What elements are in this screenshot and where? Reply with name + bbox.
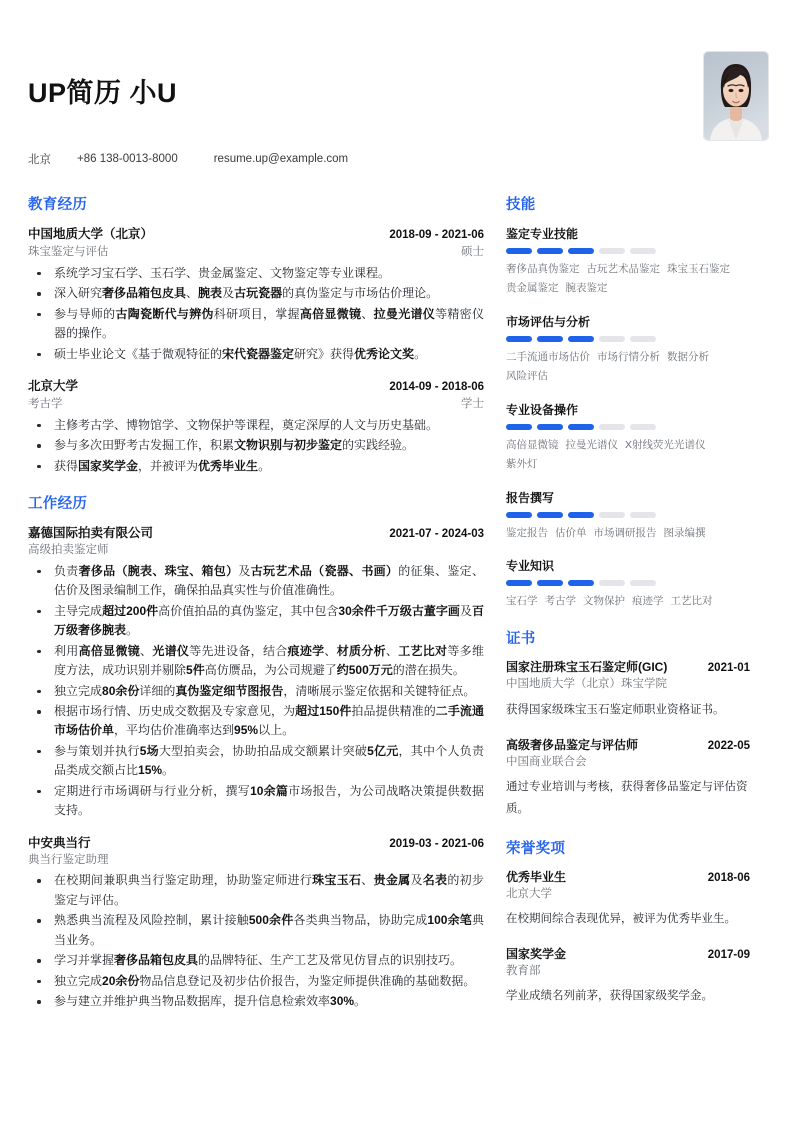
honor-entry-date: 2018-06 <box>707 871 750 884</box>
bullet-item: 主导完成超过200件高价值拍品的真伪鉴定，其中包含30余件千万级古董字画及百万级奢侈腕表。 <box>28 602 484 641</box>
certificate-entry-issuer: 中国地质大学（北京）珠宝学院 <box>506 678 667 691</box>
skill-tag: 估价单 <box>555 526 587 539</box>
bullet-list <box>28 871 484 1011</box>
skills-list <box>506 225 750 611</box>
honor-entry-description: 学业成绩名列前茅，获得国家级奖学金。 <box>506 990 713 1003</box>
work-company: 嘉德国际拍卖有限公司 <box>28 526 154 541</box>
skill-level-meter <box>506 248 750 254</box>
section-title-certificates: 证书 <box>506 631 536 648</box>
work-entry <box>28 834 484 1012</box>
skill-pill-filled <box>568 512 594 518</box>
skill-pill-filled <box>506 424 532 430</box>
bullet-item: 深入研究奢侈品箱包皮具、腕表及古玩瓷器的真伪鉴定与市场估价理论。 <box>28 284 484 303</box>
skill-name: 专业设备操作 <box>506 402 579 417</box>
honor-entry-date: 2017-09 <box>707 948 750 961</box>
skill-tags <box>506 348 750 387</box>
section-honors <box>506 837 750 1008</box>
skill-item <box>506 401 750 475</box>
skill-tag: 数据分析 <box>667 350 709 363</box>
contact-email[interactable]: resume.up@example.com <box>213 153 349 166</box>
honor-entry-name: 优秀毕业生 <box>506 869 567 884</box>
entry-row <box>28 524 484 542</box>
honors-list <box>506 869 750 1008</box>
skill-tag: 拉曼光谱仪 <box>565 438 618 451</box>
card-row <box>506 869 750 886</box>
work-date: 2021-07 - 2024-03 <box>389 528 484 541</box>
main-column <box>28 193 506 1027</box>
skill-tag: X射线荧光光谱仪 <box>625 438 706 451</box>
education-date: 2014-09 - 2018-06 <box>389 381 484 394</box>
skill-tag: 宝石学 <box>506 595 538 607</box>
skill-pill-filled <box>537 424 563 430</box>
education-entry <box>28 225 484 364</box>
skill-name: 专业知识 <box>506 559 555 573</box>
section-work <box>28 492 484 1011</box>
skill-tag: 风险评估 <box>506 370 548 383</box>
bullet-item: 根据市场行情、历史成交数据及专家意见，为超过150件拍品提供精准的二手流通市场估价单，平均估价准确率达到95%以上。 <box>28 702 484 741</box>
bullet-item: 独立完成20余份物品信息登记及初步估价报告，为鉴定师提供准确的基础数据。 <box>28 972 484 991</box>
certificate-entry-description: 获得国家级珠宝玉石鉴定师职业资格证书。 <box>506 703 725 716</box>
skill-pill-filled <box>568 336 594 342</box>
education-school: 北京大学 <box>28 379 79 394</box>
resume-header <box>28 0 772 167</box>
contact-location: 北京 <box>28 154 51 167</box>
section-education <box>28 193 484 476</box>
skill-item <box>506 313 750 387</box>
skill-tags <box>506 436 750 475</box>
certificates-list <box>506 659 750 820</box>
skill-tag: 市场行情分析 <box>597 350 660 363</box>
skill-tag: 鉴定报告 <box>506 526 548 539</box>
skill-pill-filled <box>568 248 594 254</box>
resume-body <box>28 193 772 1027</box>
entry-row <box>28 225 484 243</box>
skill-level-meter <box>506 336 750 342</box>
education-major: 考古学 <box>28 398 63 411</box>
section-skills <box>506 193 750 611</box>
honor-entry <box>506 946 750 1008</box>
entry-row <box>28 377 484 395</box>
certificate-entry-date: 2021-01 <box>707 662 750 675</box>
skill-item <box>506 489 750 543</box>
skill-pill-filled <box>537 248 563 254</box>
certificate-entry-description: 通过专业培训与考核，获得奢侈品鉴定与评估资质。 <box>506 780 748 815</box>
work-list <box>28 524 484 1011</box>
bullet-item: 学习并掌握奢侈品箱包皮具的品牌特征、生产工艺及常见仿冒点的识别技巧。 <box>28 951 484 970</box>
certificate-entry-issuer: 中国商业联合会 <box>506 755 587 768</box>
certificate-entry <box>506 737 750 821</box>
skill-pill-filled <box>537 512 563 518</box>
skill-tag: 高倍显微镜 <box>506 438 559 451</box>
skill-item <box>506 557 750 611</box>
entry-row <box>28 243 484 261</box>
skill-tag: 贵金属鉴定 <box>506 282 559 295</box>
education-date: 2018-09 - 2021-06 <box>389 229 484 242</box>
page-title: UP简历 小U <box>28 78 178 108</box>
bullet-list <box>28 416 484 476</box>
skill-pill-filled <box>537 336 563 342</box>
skill-pill-empty <box>599 512 625 518</box>
certificate-entry <box>506 659 750 721</box>
honor-entry-name: 国家奖学金 <box>506 946 567 961</box>
bullet-list <box>28 264 484 364</box>
skill-pill-empty <box>599 248 625 254</box>
work-company: 中安典当行 <box>28 835 91 850</box>
bullet-item: 在校期间兼职典当行鉴定助理，协助鉴定师进行珠宝玉石、贵金属及名表的初步鉴定与评估。 <box>28 871 484 910</box>
skill-tag: 腕表鉴定 <box>565 282 608 295</box>
skill-level-meter <box>506 580 750 586</box>
section-certificates <box>506 627 750 820</box>
bullet-item: 独立完成80余份详细的真伪鉴定细节图报告，清晰展示鉴定依据和关键特征点。 <box>28 682 484 701</box>
skill-tag: 工艺比对 <box>670 595 713 607</box>
certificate-entry-name: 国家注册珠宝玉石鉴定师(GIC) <box>506 660 668 675</box>
bullet-item: 定期进行市场调研与行业分析，撰写10余篇市场报告，为公司战略决策提供数据支持。 <box>28 782 484 821</box>
skill-pill-filled <box>568 424 594 430</box>
skill-tag: 文物保护 <box>583 595 625 607</box>
card-row <box>506 659 750 676</box>
honor-entry-issuer: 教育部 <box>506 964 541 977</box>
work-role: 高级拍卖鉴定师 <box>28 544 109 557</box>
skill-pill-filled <box>568 580 594 586</box>
skill-name: 市场评估与分析 <box>506 314 591 329</box>
header-left <box>28 52 704 167</box>
skill-level-meter <box>506 424 750 430</box>
skill-pill-empty <box>599 580 625 586</box>
section-title-education: 教育经历 <box>28 197 88 214</box>
bullet-item: 主修考古学、博物馆学、文物保护等课程，奠定深厚的人文与历史基础。 <box>28 416 484 435</box>
bullet-item: 熟悉典当流程及风险控制，累计接触500余件各类典当物品，协助完成100余笔典当业务。 <box>28 911 484 950</box>
skill-pill-filled <box>506 580 532 586</box>
skill-pill-empty <box>630 580 656 586</box>
skill-tag: 考古学 <box>544 595 576 607</box>
skill-pill-empty <box>599 424 625 430</box>
card-row <box>506 946 750 963</box>
skill-item <box>506 225 750 299</box>
honor-entry-description: 在校期间综合表现优异，被评为优秀毕业生。 <box>506 913 736 926</box>
side-column <box>506 193 750 1024</box>
skill-tag: 二手流通市场估价 <box>506 350 590 363</box>
bullet-item: 参与策划并执行5场大型拍卖会，协助拍品成交额累计突破5亿元，其中个人负责品类成交额占比15%。 <box>28 742 484 781</box>
avatar <box>704 52 768 140</box>
bullet-item: 参与导师的古陶瓷断代与辨伪科研项目，掌握高倍显微镜、拉曼光谱仪等精密仪器的操作。 <box>28 305 484 344</box>
skill-pill-filled <box>506 248 532 254</box>
bullet-item: 参与多次田野考古发掘工作，积累文物识别与初步鉴定的实践经验。 <box>28 436 484 455</box>
skill-pill-filled <box>506 336 532 342</box>
skill-name: 报告撰写 <box>506 490 555 505</box>
education-school: 中国地质大学（北京） <box>28 227 154 242</box>
education-entry <box>28 377 484 476</box>
section-title-work: 工作经历 <box>28 496 88 513</box>
skill-pill-empty <box>630 248 656 254</box>
certificate-entry-date: 2022-05 <box>707 739 750 752</box>
card-row <box>506 737 750 754</box>
skill-pill-empty <box>630 512 656 518</box>
education-degree: 学士 <box>461 398 484 411</box>
skill-pill-empty <box>630 336 656 342</box>
bullet-item: 利用高倍显微镜、光谱仪等先进设备，结合痕迹学、材质分析、工艺比对等多维度方法，成功识别并剔除5件高仿赝品，为公司规避了约500万元的潜在损失。 <box>28 642 484 681</box>
bullet-item: 获得国家奖学金，并被评为优秀毕业生。 <box>28 457 484 476</box>
skill-pill-empty <box>599 336 625 342</box>
skill-pill-empty <box>630 424 656 430</box>
honor-entry-issuer: 北京大学 <box>506 887 552 900</box>
skill-tag: 痕迹学 <box>632 595 664 607</box>
contact-phone[interactable]: +86 138-0013-8000 <box>77 153 178 166</box>
education-degree: 硕士 <box>461 246 484 259</box>
section-title-skills: 技能 <box>506 197 536 214</box>
education-list <box>28 225 484 476</box>
contact-bar <box>28 151 704 167</box>
skill-tags <box>506 524 750 543</box>
certificate-entry-name: 高级奢侈品鉴定与评估师 <box>506 737 639 752</box>
entry-row <box>28 834 484 852</box>
skill-tag: 市场调研报告 <box>593 526 657 539</box>
avatar-photo <box>704 52 768 140</box>
work-date: 2019-03 - 2021-06 <box>389 837 484 850</box>
bullet-list <box>28 562 484 821</box>
skill-tags <box>506 260 750 299</box>
bullet-item: 系统学习宝石学、玉石学、贵金属鉴定、文物鉴定等专业课程。 <box>28 264 484 283</box>
skill-tag: 古玩艺术品鉴定 <box>586 263 660 276</box>
skill-level-meter <box>506 512 750 518</box>
skill-tag: 珠宝玉石鉴定 <box>667 263 730 276</box>
skill-pill-filled <box>537 580 563 586</box>
work-role: 典当行鉴定助理 <box>28 853 109 866</box>
bullet-item: 负责奢侈品（腕表、珠宝、箱包）及古玩艺术品（瓷器、书画）的征集、鉴定、估价及图录编制工作，确保拍品真实性与价值准确性。 <box>28 562 484 601</box>
skill-tags <box>506 592 750 611</box>
skill-pill-filled <box>506 512 532 518</box>
skill-name: 鉴定专业技能 <box>506 227 579 242</box>
entry-row <box>28 395 484 413</box>
skill-tag: 奢侈品真伪鉴定 <box>506 263 580 276</box>
bullet-item: 硕士毕业论文《基于微观特征的宋代瓷器鉴定研究》获得优秀论文奖。 <box>28 345 484 364</box>
work-entry <box>28 524 484 820</box>
bullet-item: 参与建立并维护典当物品数据库，提升信息检索效率30%。 <box>28 992 484 1011</box>
honor-entry <box>506 869 750 931</box>
skill-tag: 图录编撰 <box>663 526 706 539</box>
education-major: 珠宝鉴定与评估 <box>28 246 109 259</box>
skill-tag: 紫外灯 <box>506 458 538 471</box>
section-title-honors: 荣誉奖项 <box>506 840 566 857</box>
